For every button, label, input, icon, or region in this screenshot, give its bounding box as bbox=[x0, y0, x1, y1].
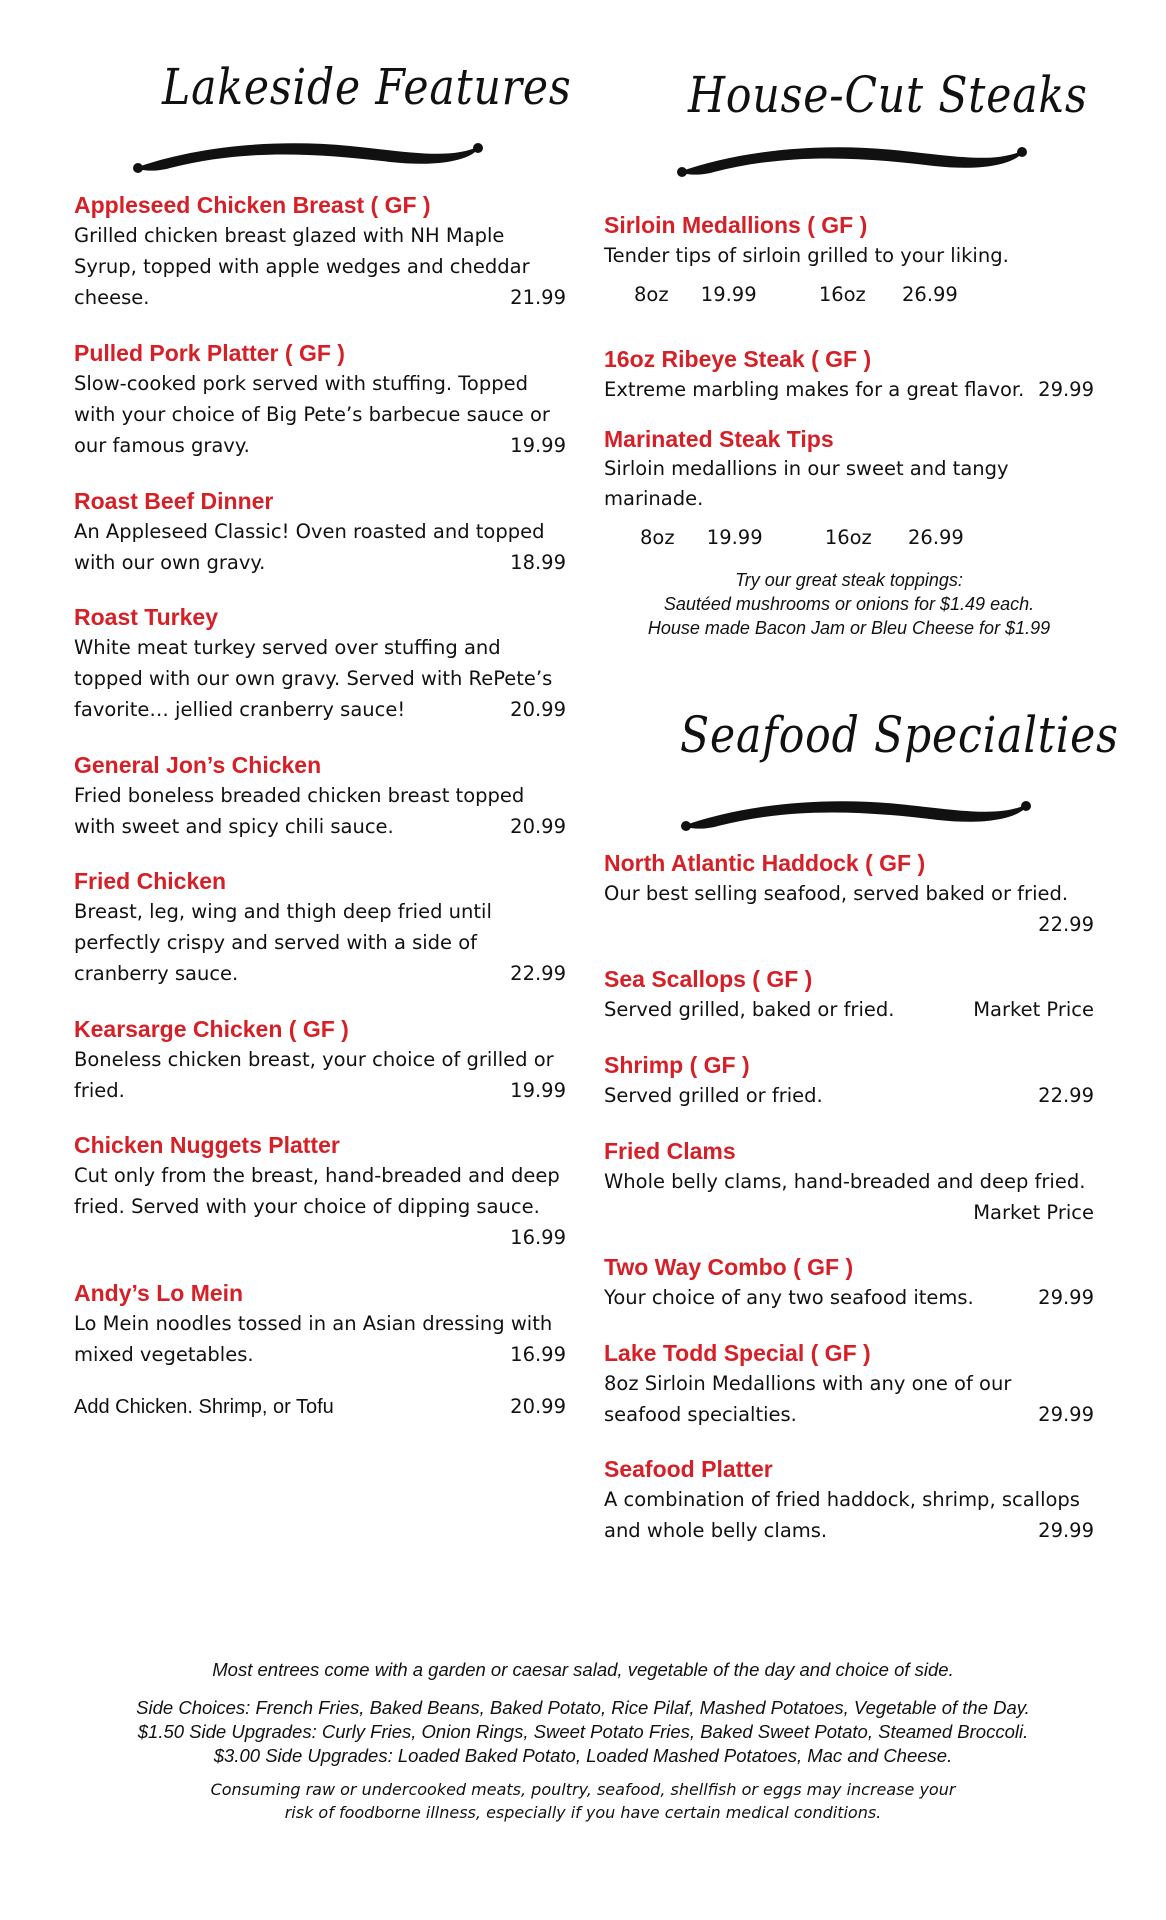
item-price: 29.99 bbox=[1038, 1286, 1094, 1309]
lakeside-item-roast-turkey bbox=[74, 602, 566, 725]
price-small: 19.99 bbox=[700, 283, 757, 306]
item-price: 20.99 bbox=[510, 815, 566, 838]
side-upgrades-150: $1.50 Side Upgrades: Curly Fries, Onion Rings, Sweet Potato Fries, Baked Sweet Potato, Steamed Broccoli. bbox=[137, 1721, 1029, 1742]
item-title: Two Way Combo ( GF ) bbox=[604, 1254, 854, 1280]
item-description: Tender tips of sirloin grilled to your liking. bbox=[604, 244, 1009, 267]
price-large: 26.99 bbox=[902, 283, 958, 306]
lakeside-item-fried-chicken bbox=[74, 866, 566, 989]
item-title: General Jon’s Chicken bbox=[74, 752, 322, 778]
item-price: 16.99 bbox=[510, 1226, 566, 1249]
item-price: 20.99 bbox=[510, 698, 566, 721]
lakeside-item-andys-lo-mein bbox=[74, 1278, 566, 1370]
size-price-row bbox=[604, 271, 1094, 310]
item-price: 19.99 bbox=[510, 1079, 566, 1102]
addon-label: Add Chicken. Shrimp, or Tofu bbox=[74, 1396, 334, 1418]
seafood-item-sea-scallops bbox=[604, 964, 1094, 1025]
item-title: Fried Chicken bbox=[74, 868, 227, 894]
item-description: Boneless chicken breast, your choice of grilled or fried. bbox=[74, 1048, 554, 1102]
seafood-item-haddock bbox=[604, 848, 1094, 940]
item-description: Served grilled or fried. bbox=[604, 1084, 823, 1107]
item-description: Sirloin medallions in our sweet and tangy marinade. bbox=[604, 457, 1009, 510]
item-description: Breast, leg, wing and thigh deep fried until perfectly crispy and served with a side of cranberry sauce. bbox=[74, 900, 492, 985]
item-description: Cut only from the breast, hand-breaded and deep fried. Served with your choice of dipping sauce. bbox=[74, 1164, 560, 1218]
steaks-seafood-column bbox=[604, 0, 1119, 1560]
steaks-swash-ornament bbox=[674, 142, 1034, 182]
item-price: 21.99 bbox=[510, 286, 566, 309]
item-description: Slow-cooked pork served with stuffing. Topped with your choice of Big Pete’s barbecue sauce or our famous gravy. bbox=[74, 372, 550, 457]
size-large: 16oz bbox=[824, 526, 872, 549]
item-price: 22.99 bbox=[1038, 1084, 1094, 1107]
menu-footer bbox=[0, 1658, 1166, 1824]
price-small: 19.99 bbox=[706, 526, 763, 549]
item-description: Your choice of any two seafood items. bbox=[604, 1286, 974, 1309]
item-price: 29.99 bbox=[1038, 378, 1094, 401]
size-large: 16oz bbox=[818, 283, 866, 306]
item-description: An Appleseed Classic! Oven roasted and topped with our own gravy. bbox=[74, 520, 545, 574]
item-description: Fried boneless breaded chicken breast topped with sweet and spicy chili sauce. bbox=[74, 784, 525, 838]
item-title: Pulled Pork Platter ( GF ) bbox=[74, 340, 345, 366]
lakeside-item-pulled-pork bbox=[74, 338, 566, 461]
item-title: Kearsarge Chicken ( GF ) bbox=[74, 1016, 349, 1042]
item-price: 16.99 bbox=[510, 1343, 566, 1366]
toppings-line: Sautéed mushrooms or onions for $1.49 each. bbox=[663, 594, 1035, 614]
item-price: 29.99 bbox=[1038, 1403, 1094, 1426]
item-title: Roast Beef Dinner bbox=[74, 488, 274, 514]
lakeside-swash-ornament bbox=[130, 138, 490, 178]
item-price: 18.99 bbox=[510, 551, 566, 574]
toppings-line: Try our great steak toppings: bbox=[735, 570, 963, 590]
seafood-item-seafood-platter bbox=[604, 1454, 1094, 1546]
item-title: Lake Todd Special ( GF ) bbox=[604, 1340, 871, 1366]
item-description: 8oz Sirloin Medallions with any one of our seafood specialties. bbox=[604, 1372, 1012, 1426]
lo-mein-addon bbox=[74, 1392, 566, 1422]
seafood-title: Seafood Specialties bbox=[680, 706, 1119, 764]
item-title: Roast Turkey bbox=[74, 604, 219, 630]
item-title: Chicken Nuggets Platter bbox=[74, 1132, 340, 1158]
item-title: North Atlantic Haddock ( GF ) bbox=[604, 850, 926, 876]
size-small: 8oz bbox=[640, 526, 675, 549]
lakeside-item-roast-beef bbox=[74, 486, 566, 578]
steak-item-ribeye bbox=[604, 344, 1094, 405]
seafood-item-fried-clams bbox=[604, 1136, 1094, 1228]
lakeside-item-kearsarge-chicken bbox=[74, 1014, 566, 1106]
item-title: Appleseed Chicken Breast ( GF ) bbox=[74, 192, 431, 218]
item-title: Sirloin Medallions ( GF ) bbox=[604, 212, 868, 238]
item-description: Lo Mein noodles tossed in an Asian dressing with mixed vegetables. bbox=[74, 1312, 553, 1366]
item-price: 29.99 bbox=[1038, 1519, 1094, 1542]
seafood-item-shrimp bbox=[604, 1050, 1094, 1111]
size-price-row bbox=[604, 514, 1094, 553]
lakeside-item-appleseed-chicken bbox=[74, 190, 566, 313]
item-description: Served grilled, baked or fried. bbox=[604, 998, 895, 1021]
item-price: 22.99 bbox=[1038, 913, 1094, 936]
food-safety-warning: Consuming raw or undercooked meats, poultry, seafood, shellfish or eggs may increase your bbox=[210, 1780, 956, 1799]
item-description: Our best selling seafood, served baked or fried. bbox=[604, 882, 1069, 905]
item-description: Whole belly clams, hand-breaded and deep fried. bbox=[604, 1170, 1086, 1193]
item-price: Market Price bbox=[973, 998, 1094, 1021]
item-price: Market Price bbox=[973, 1201, 1094, 1224]
seafood-item-two-way-combo bbox=[604, 1252, 1094, 1313]
size-small: 8oz bbox=[634, 283, 669, 306]
item-description: Grilled chicken breast glazed with NH Maple Syrup, topped with apple wedges and cheddar cheese. bbox=[74, 224, 530, 309]
item-title: Seafood Platter bbox=[604, 1456, 773, 1482]
side-choices: Side Choices: French Fries, Baked Beans, Baked Potato, Rice Pilaf, Mashed Potatoes, Vegetable of the Day. bbox=[136, 1697, 1030, 1718]
lakeside-title: Lakeside Features bbox=[162, 58, 572, 116]
item-title: Marinated Steak Tips bbox=[604, 426, 834, 452]
toppings-line: House made Bacon Jam or Bleu Cheese for $1.99 bbox=[647, 618, 1051, 638]
food-safety-warning: risk of foodborne illness, especially if you have certain medical conditions. bbox=[284, 1803, 882, 1822]
seafood-item-lake-todd-special bbox=[604, 1338, 1094, 1430]
steak-item-marinated-tips bbox=[604, 424, 1094, 553]
steaks-title: House-Cut Steaks bbox=[688, 66, 1088, 124]
lakeside-column bbox=[74, 0, 572, 1440]
steak-toppings-note bbox=[604, 568, 1094, 640]
item-description: Extreme marbling makes for a great flavor. bbox=[604, 378, 1025, 401]
lakeside-item-chicken-nuggets bbox=[74, 1130, 566, 1253]
item-description: White meat turkey served over stuffing and topped with our own gravy. Served with RePete’s favorite… jellied cranberry sauce! bbox=[74, 636, 553, 721]
item-price: 19.99 bbox=[510, 434, 566, 457]
item-title: 16oz Ribeye Steak ( GF ) bbox=[604, 346, 872, 372]
entree-note: Most entrees come with a garden or caesar salad, vegetable of the day and choice of side. bbox=[212, 1659, 954, 1680]
item-description: A combination of fried haddock, shrimp, scallops and whole belly clams. bbox=[604, 1488, 1080, 1542]
side-upgrades-300: $3.00 Side Upgrades: Loaded Baked Potato, Loaded Mashed Potatoes, Mac and Cheese. bbox=[213, 1745, 953, 1766]
item-title: Fried Clams bbox=[604, 1138, 736, 1164]
item-title: Sea Scallops ( GF ) bbox=[604, 966, 813, 992]
item-price: 22.99 bbox=[510, 962, 566, 985]
seafood-swash-ornament bbox=[678, 796, 1038, 836]
item-title: Shrimp ( GF ) bbox=[604, 1052, 750, 1078]
addon-price: 20.99 bbox=[510, 1395, 566, 1418]
item-title: Andy’s Lo Mein bbox=[74, 1280, 244, 1306]
price-large: 26.99 bbox=[908, 526, 964, 549]
steak-item-sirloin-medallions bbox=[604, 210, 1094, 310]
lakeside-item-general-jons-chicken bbox=[74, 750, 566, 842]
